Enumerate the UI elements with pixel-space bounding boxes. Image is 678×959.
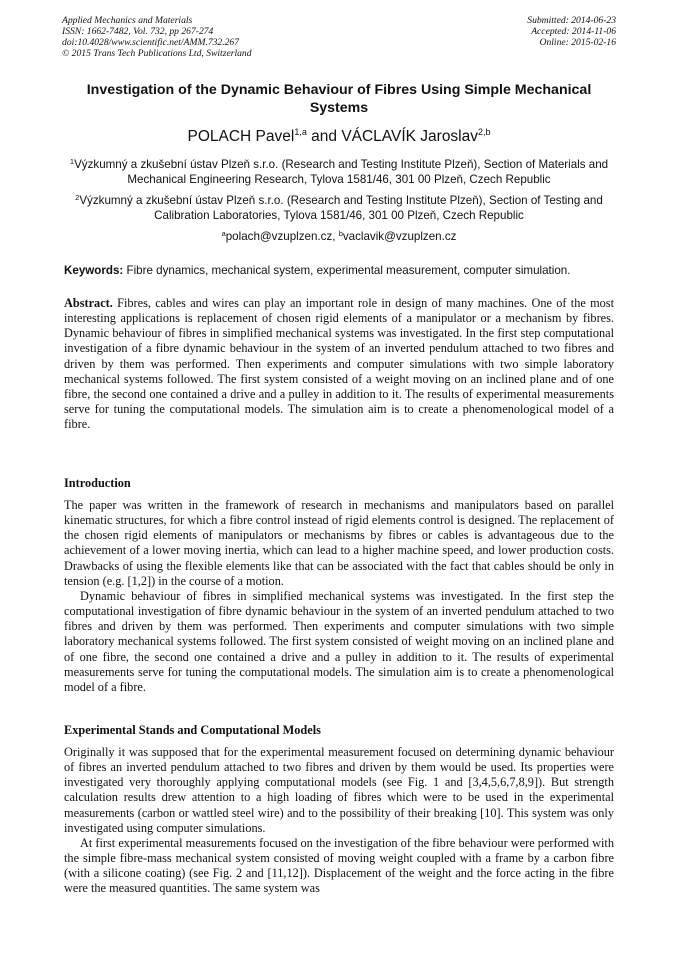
email-b-sup: b: [338, 229, 343, 238]
affiliation-2-sup: 2: [75, 193, 80, 202]
experimental-section: [64, 745, 614, 897]
introduction-paragraph-2: Dynamic behaviour of fibres in simplified mechanical systems was investigated. In the first step the computational investigation of fibre dynamic behaviour in the system of an inverted pendulum attached to two fibres and driven by them was performed. Then experiments and computer simulations with two simple laboratory mechanical systems followed. The first system consisted of weight moving on an inclined plane and of one fibre, the second one contained a drive and a pulley in addition to it. The results of experimental measurements serve for tuning the computational models. The simulation aim is to create a phenomenological model of a fibre.: [64, 588, 614, 694]
affiliation-1-sup: 1: [69, 157, 75, 166]
email-b: vaclavik@vzuplzen.cz: [342, 230, 457, 243]
keywords-text: Fibre dynamics, mechanical system, experimental measurement, computer simulation.: [123, 264, 571, 277]
copyright-line: © 2015 Trans Tech Publications Ltd, Switzerland: [62, 48, 252, 59]
author-1-sup: 1,a: [294, 127, 307, 137]
abstract: [64, 296, 614, 432]
issn-line: ISSN: 1662-7482, Vol. 732, pp 267-274: [62, 26, 214, 37]
affiliation-2: [55, 193, 623, 223]
email-line: [55, 229, 623, 244]
email-a-sup: a: [221, 229, 226, 238]
journal-name: Applied Mechanics and Materials: [62, 15, 193, 26]
author-conjunction: and: [306, 128, 342, 145]
section-heading-introduction: Introduction: [64, 476, 131, 490]
author-1: POLACH Pavel: [187, 128, 295, 145]
header-left: [62, 15, 252, 59]
introduction-section: [64, 498, 614, 695]
introduction-paragraph-1: The paper was written in the framework of research in mechanisms and manipulators based on parallel kinematic structures, for which a fibre control instead of rigid elements control is designed. The replacement of the chosen rigid elements of manipulators or mechanisms by fibres or cables is advantageous due to the achievement of a lower moving inertia, which can lead to a higher machine speed, and lower production costs. Drawbacks of using the flexible elements like that can be associated with the fact that cables should be only in tension (e.g. [1,2]) in the course of a motion.: [64, 498, 614, 588]
affiliation-1: [55, 157, 623, 187]
affiliation-1-text: Výzkumný a zkušební ústav Plzeň s.r.o. (Research and Testing Institute Plzeň), Section of Materials and Mechanical Engineering Research, Tylova 1581/46, 301 00 Plzeň, Czech Republic: [74, 158, 609, 186]
header-right: [527, 15, 616, 48]
abstract-text: Fibres, cables and wires can play an important role in design of many machines. One of the most interesting applications is replacement of chosen rigid elements of a manipulator or a mechanism by fibres. Dynamic behaviour of fibres in simplified mechanical systems was investigated. In the first step computational investigation of a fibre dynamic behaviour in the system of an inverted pendulum attached to two fibres and driven by them was performed. Then experiments and computer simulations with two simple laboratory mechanical systems followed. The first system consisted of a weight moving on an inclined plane and of one fibre, the second one contained a drive and a pulley in addition to it. The results of experimental measurements serve for tuning the computational models. The simulation aim is to create a phenomenological model of a fibre.: [64, 296, 614, 432]
paper-title: Investigation of the Dynamic Behaviour of Fibres Using Simple Mechanical Systems: [86, 82, 592, 116]
doi-line: doi:10.4028/www.scientific.net/AMM.732.267: [62, 37, 240, 48]
keywords-label: Keywords:: [64, 264, 124, 277]
author-line: [60, 128, 618, 146]
author-2-sup: 2,b: [478, 127, 491, 137]
email-a: polach@vzuplzen.cz,: [225, 230, 339, 243]
author-2: VÁCLAVÍK Jaroslav: [341, 128, 478, 145]
accepted-date: Accepted: 2014-11-06: [531, 26, 616, 37]
keywords: [64, 263, 618, 278]
submitted-date: Submitted: 2014-06-23: [527, 15, 616, 26]
affiliation-2-text: Výzkumný a zkušební ústav Plzeň s.r.o. (Research and Testing Institute Plzeň), Section of Testing and Calibration Laboratories, Tylova 1581/46, 301 00 Plzeň, Czech Republic: [79, 194, 603, 222]
section-heading-experimental: Experimental Stands and Computational Models: [64, 723, 321, 737]
experimental-paragraph-2: At first experimental measurements focused on the investigation of the fibre behaviour were performed with the simple fibre-mass mechanical system consisted of moving weight coupled with a frame by a carbon fibre (with a silicone coating) (see Fig. 2 and [11,12]). Displacement of the weight and the force acting in the fibre were the measured quantities. The same system was: [64, 835, 614, 896]
abstract-label: Abstract.: [64, 296, 113, 310]
online-date: Online: 2015-02-16: [539, 37, 616, 48]
experimental-paragraph-1: Originally it was supposed that for the experimental measurement focused on determining dynamic behaviour of fibres an inverted pendulum attached to two fibres and driven by them would be used. Its properties were investigated very thoroughly applying computational models (see Fig. 1 and [3,4,5,6,7,8,9]). But strength calculation results drew attention to a high loading of fibres which were to be used in the experimental measurements (carbon or wattled steel wire) and to the possibility of their breaking [10]. This system was only investigated using computer simulations.: [64, 745, 614, 835]
